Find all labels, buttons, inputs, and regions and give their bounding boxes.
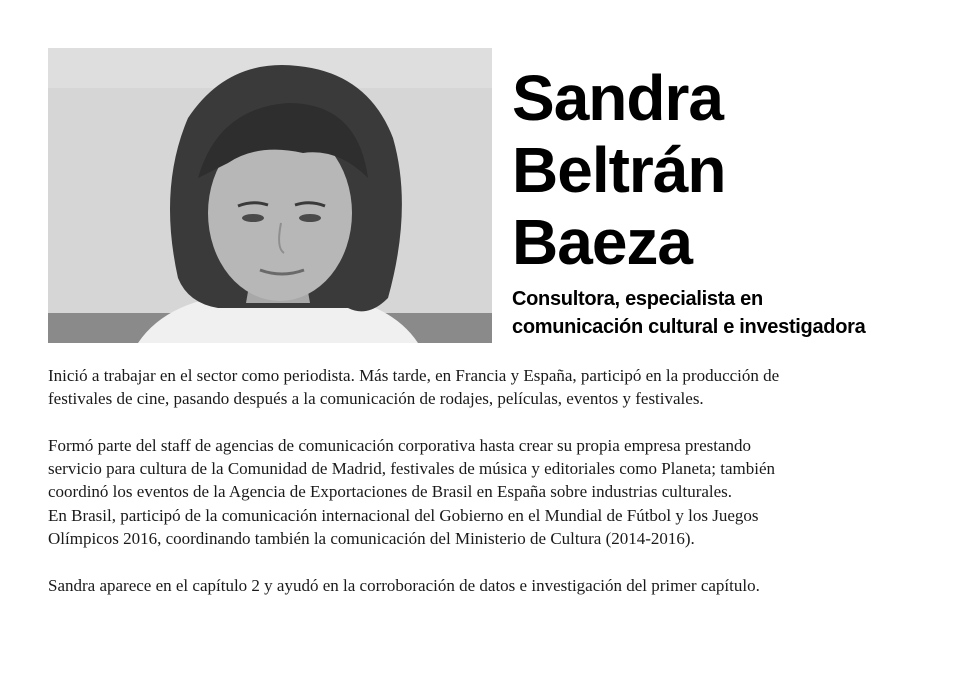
bio-line: festivales de cine, pasando después a la comunicación de rodajes, películas, eventos y festivales. (48, 389, 704, 409)
person-subtitle (512, 285, 952, 341)
person-name (512, 62, 726, 278)
portrait-photo (48, 48, 492, 343)
bio-line: coordinó los eventos de la Agencia de Exportaciones de Brasil en España sobre industrias culturales. (48, 482, 733, 502)
name-line: Sandra (512, 62, 723, 134)
portrait-illustration (48, 48, 492, 343)
biography (48, 364, 958, 597)
bio-line: Olímpicos 2016, coordinando también la comunicación del Ministerio de Cultura (2014-2016). (48, 529, 695, 549)
name-line: Beltrán (512, 134, 726, 206)
bio-line: Formó parte del staff de agencias de comunicación corporativa hasta crear su propia empresa prestando (48, 435, 752, 455)
name-line: Baeza (512, 206, 692, 278)
paragraph-spacer (48, 550, 958, 573)
bio-line: Sandra aparece en el capítulo 2 y ayudó en la corroboración de datos e investigación del primer capítulo. (48, 575, 760, 595)
bio-paragraph-3 (48, 574, 958, 597)
subtitle-line: comunicación cultural e investigadora (512, 316, 866, 338)
bio-line: Inició a trabajar en el sector como periodista. Más tarde, en Francia y España, participó en la producción de (48, 366, 780, 385)
bio-line: servicio para cultura de la Comunidad de Madrid, festivales de música y editoriales como Planeta; también (48, 459, 775, 479)
bio-line: En Brasil, participó de la comunicación internacional del Gobierno en el Mundial de Fútbol y los Juegos (48, 505, 759, 525)
bio-paragraph-1 (48, 364, 958, 411)
bio-paragraph-2 (48, 434, 958, 550)
subtitle-line: Consultora, especialista en (512, 288, 763, 310)
paragraph-spacer (48, 411, 958, 434)
